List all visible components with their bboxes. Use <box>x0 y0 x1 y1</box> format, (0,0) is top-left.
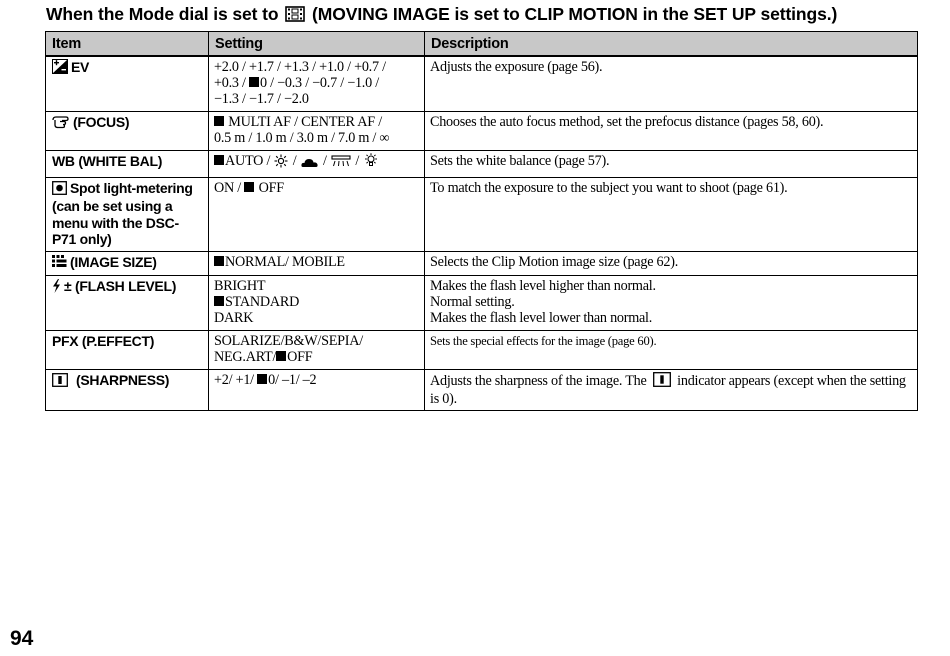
item-cell <box>46 370 209 411</box>
item-label: (FOCUS) <box>73 113 130 130</box>
item-cell <box>46 251 209 276</box>
setting-cell: +2/ +1/ 0/ –1/ –2 <box>209 370 425 411</box>
item-label: PFX (P.EFFECT) <box>52 333 155 349</box>
description-cell: Adjusts the exposure (page 56). <box>425 56 918 111</box>
flash-icon <box>52 279 61 297</box>
default-marker-icon <box>257 374 267 384</box>
item-cell <box>46 56 209 111</box>
item-label: (can be set using a <box>52 198 173 214</box>
item-label: P71 only) <box>52 231 112 247</box>
spot-metering-icon <box>52 181 67 199</box>
setting-cell: NORMAL/ MOBILE <box>209 251 425 276</box>
default-marker-icon <box>249 77 259 87</box>
heading-suffix: (MOVING IMAGE is set to CLIP MOTION in the SET UP settings.) <box>312 4 838 24</box>
item-cell <box>46 331 209 370</box>
default-marker-icon <box>214 256 224 266</box>
table-row <box>46 177 918 251</box>
item-cell <box>46 150 209 177</box>
cloudy-icon <box>301 156 319 172</box>
table-row <box>46 150 918 177</box>
header-setting: Setting <box>209 32 425 57</box>
item-label: (IMAGE SIZE) <box>70 253 157 270</box>
page-number: 94 <box>10 627 34 650</box>
settings-table <box>45 31 918 411</box>
description-cell: Chooses the auto focus method, set the prefocus distance (pages 58, 60). <box>425 111 918 150</box>
focus-hand-icon <box>52 115 70 133</box>
image-size-icon <box>52 255 67 273</box>
item-label: EV <box>71 59 90 75</box>
setting-cell: AUTO / / / / <box>209 150 425 177</box>
page-heading <box>46 4 926 27</box>
item-label: Spot light-metering <box>70 179 193 196</box>
default-marker-icon <box>214 296 224 306</box>
table-row <box>46 56 918 111</box>
setting-cell <box>209 56 425 111</box>
item-label: (SHARPNESS) <box>76 372 170 388</box>
description-cell: Sets the special effects for the image (page 60). <box>425 331 918 370</box>
setting-line: NEG.ART/ OFF <box>214 349 313 365</box>
setting-line: −1.3 / −1.7 / −2.0 <box>214 91 309 107</box>
item-label: WB (WHITE BAL) <box>52 152 163 169</box>
item-cell <box>46 276 209 331</box>
setting-cell <box>209 331 425 370</box>
setting-cell: ON / OFF <box>209 177 425 251</box>
setting-line: MULTI AF / CENTER AF / <box>214 114 419 130</box>
setting-line: 0.5 m / 1.0 m / 3.0 m / 7.0 m / ∞ <box>214 129 390 146</box>
table-row <box>46 370 918 411</box>
heading-prefix: When the Mode dial is set to <box>46 4 279 24</box>
default-marker-icon <box>214 116 224 126</box>
header-item: Item <box>46 32 209 57</box>
sharpness-icon <box>52 373 68 391</box>
table-row <box>46 331 918 370</box>
exposure-icon <box>52 59 68 78</box>
daylight-icon <box>274 154 288 172</box>
fluorescent-icon <box>331 154 351 172</box>
description-cell: Makes the flash level higher than normal. Normal setting. Makes the flash level lower than normal. <box>425 276 918 331</box>
setting-line: +2.0 / +1.7 / +1.3 / +1.0 / +0.7 / <box>214 59 386 75</box>
item-label: ± (FLASH LEVEL) <box>64 278 177 294</box>
setting-cell <box>209 276 425 331</box>
setting-line: BRIGHT <box>214 278 266 294</box>
moving-image-film-icon <box>285 6 305 27</box>
table-header-row <box>46 32 918 57</box>
default-marker-icon <box>276 351 286 361</box>
setting-line: +0.3 / 0 / −0.3 / −0.7 / −1.0 / <box>214 75 379 91</box>
default-marker-icon <box>244 182 254 192</box>
description-cell: Adjusts the sharpness of the image. The indicator appears (except when the setting is 0). <box>425 370 918 411</box>
item-label: menu with the DSC- <box>52 214 179 231</box>
setting-cell <box>209 111 425 150</box>
description-cell: Sets the white balance (page 57). <box>425 150 918 177</box>
sharpness-icon <box>653 372 671 391</box>
header-description: Description <box>425 32 918 57</box>
description-cell: To match the exposure to the subject you want to shoot (page 61). <box>425 177 918 251</box>
default-marker-icon <box>214 155 224 165</box>
item-cell <box>46 111 209 150</box>
setting-line: DARK <box>214 310 254 326</box>
setting-line: SOLARIZE/B&W/SEPIA/ <box>214 333 363 349</box>
incandescent-icon <box>363 153 379 172</box>
setting-auto: AUTO / <box>225 152 271 169</box>
table-row <box>46 111 918 150</box>
table-row <box>46 251 918 276</box>
table-row <box>46 276 918 331</box>
description-cell: Selects the Clip Motion image size (page 62). <box>425 251 918 276</box>
item-cell <box>46 177 209 251</box>
setting-line: STANDARD <box>214 294 419 310</box>
